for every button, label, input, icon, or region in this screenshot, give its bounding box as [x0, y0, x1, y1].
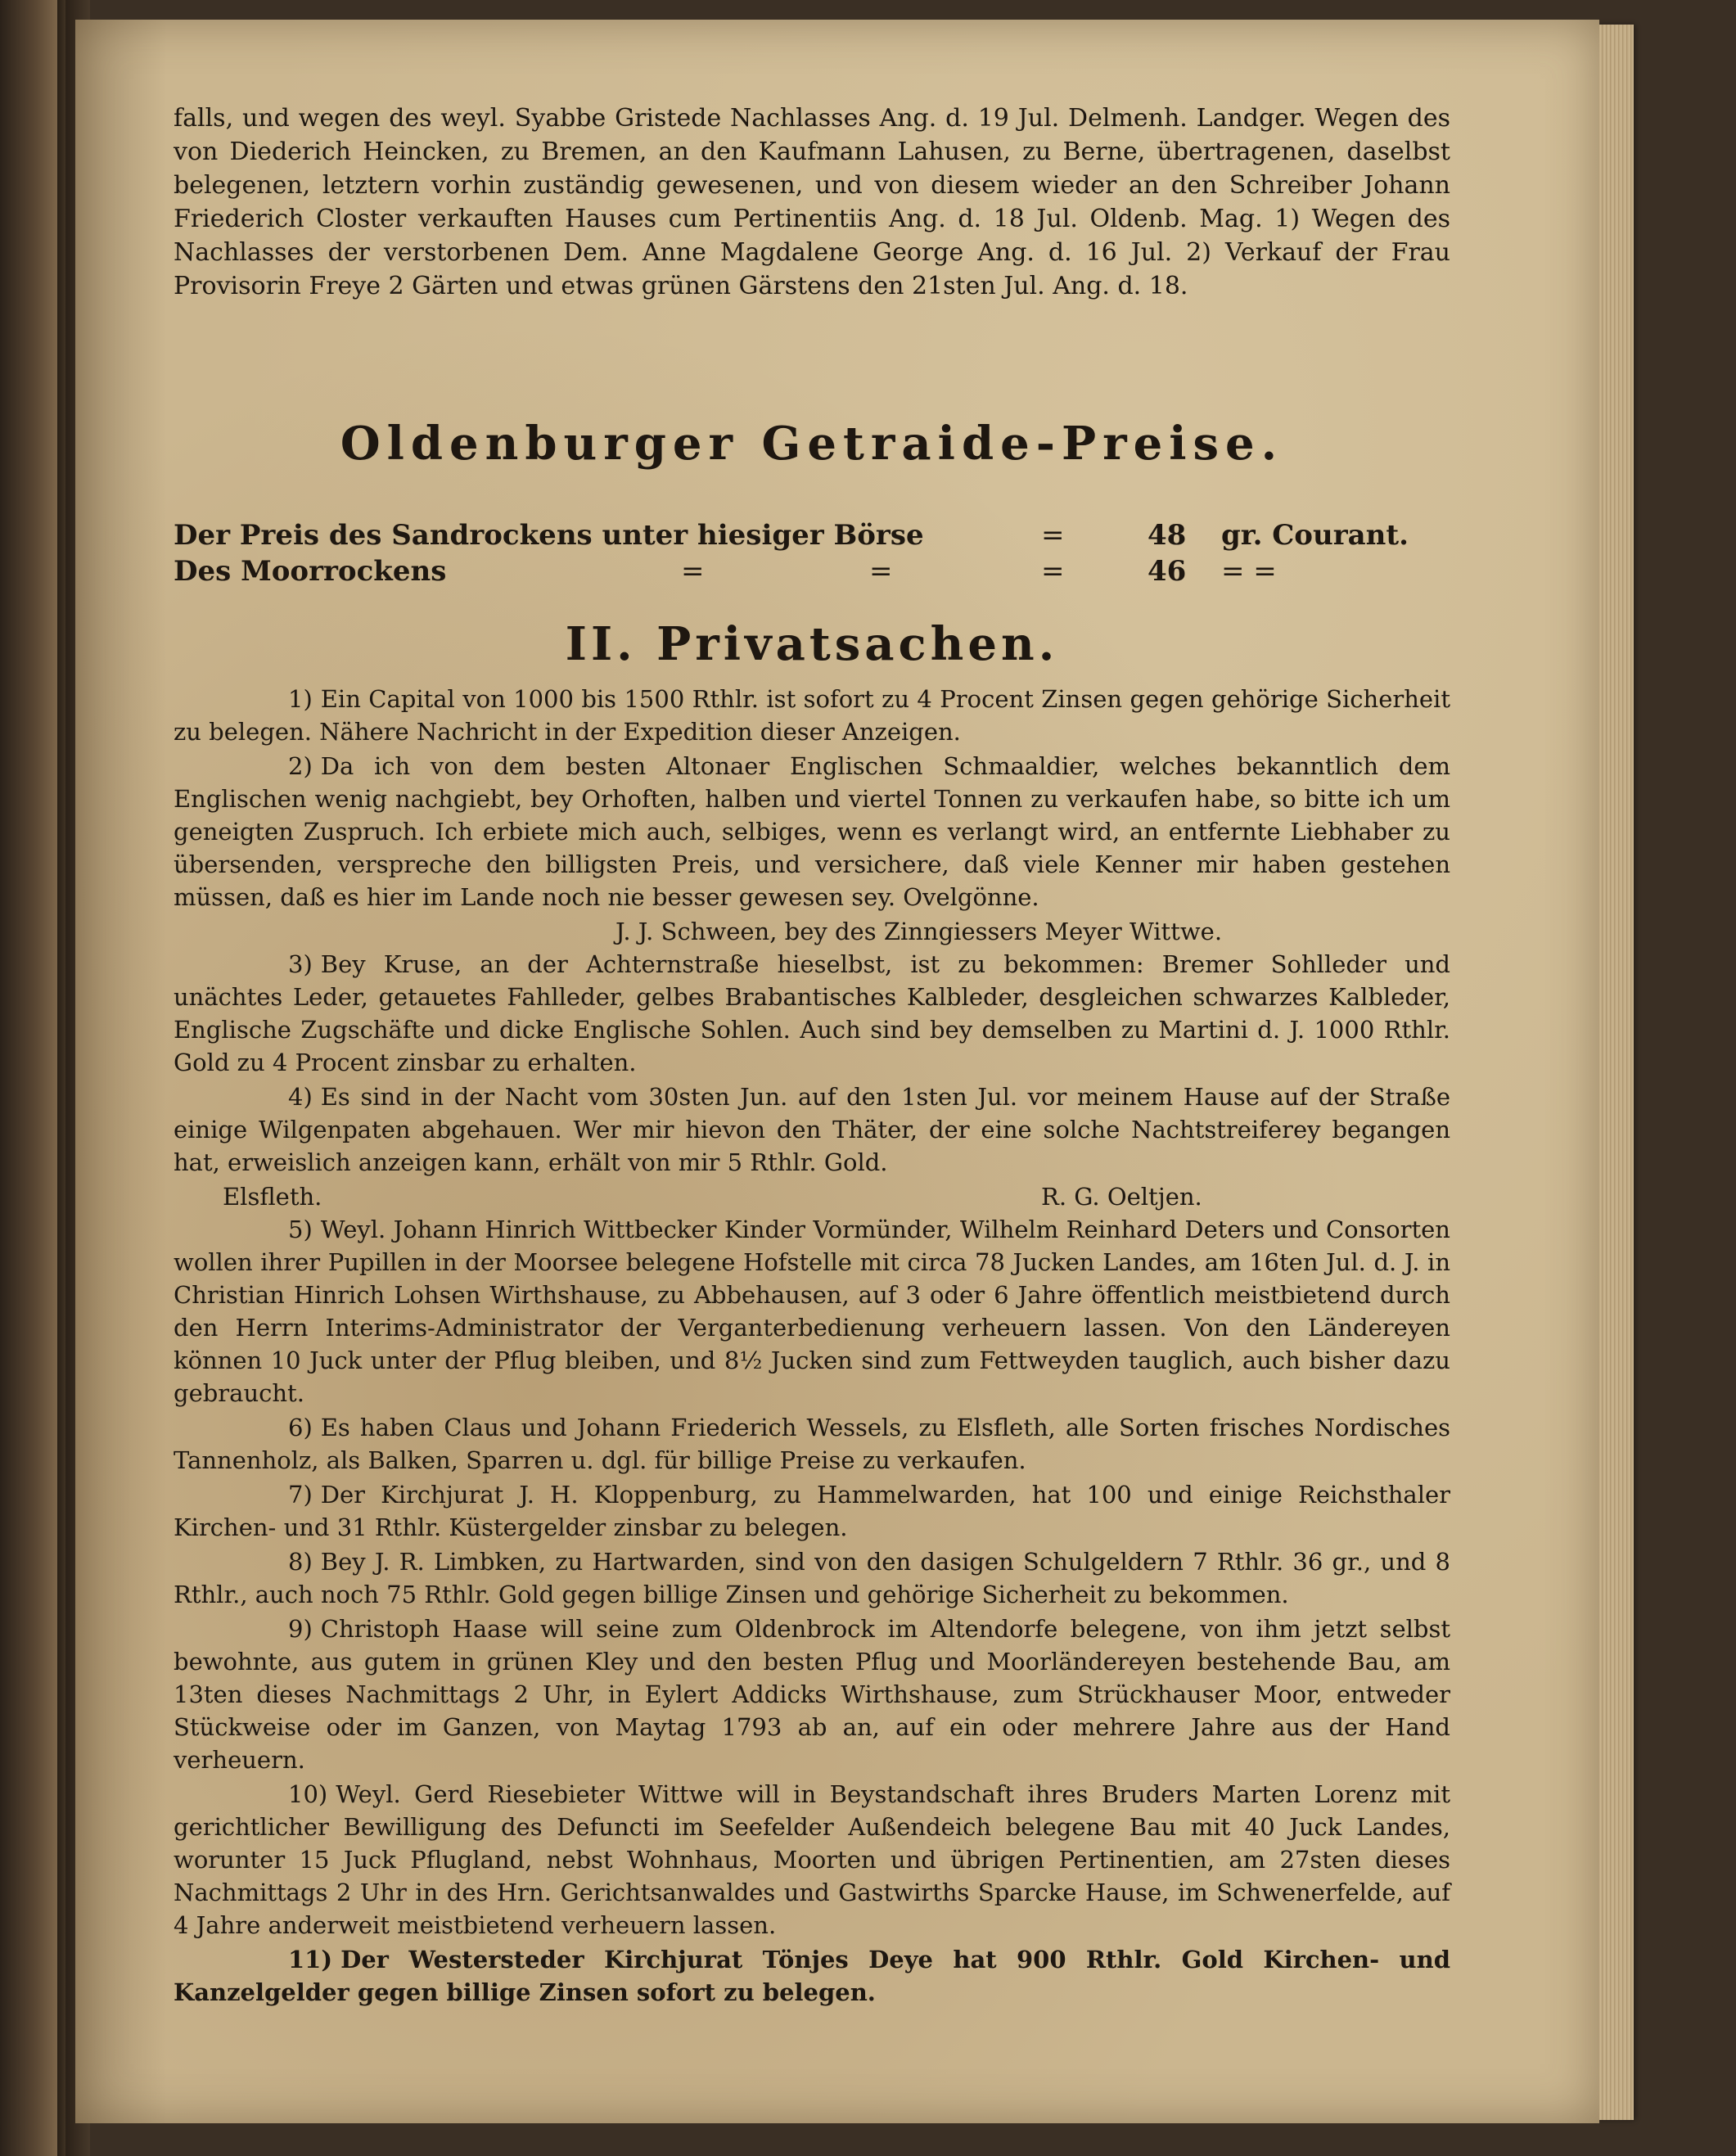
signature-name: R. G. Oeltjen.	[1041, 1183, 1202, 1211]
notice-item: 11) Der Westersteder Kirchjurat Tönjes Deye hat 900 Rthlr. Gold Kirchen- und Kanzelgelder gegen billige Zinsen sofort zu belegen.	[174, 1946, 1450, 2006]
top-block	[174, 101, 1450, 303]
price-unit: = =	[1221, 555, 1277, 588]
notice-item: 7) Der Kirchjurat J. H. Kloppenburg, zu Hammelwarden, hat 100 und einige Reichsthaler Kirchen- und 31 Rthlr. Küstergelder zinsbar zu belegen.	[174, 1481, 1450, 1541]
ditto-mark: =	[681, 555, 705, 588]
signature-place: Elsfleth.	[223, 1183, 322, 1211]
page-stack-edge	[1594, 25, 1634, 2120]
price-unit: gr. Courant.	[1221, 519, 1409, 552]
left-page-edge	[0, 0, 65, 2156]
notice-item: 1) Ein Capital von 1000 bis 1500 Rthlr. ist sofort zu 4 Procent Zinsen gegen gehörige Sicherheit zu belegen. Nähere Nachricht in der Expedition dieser Anzeigen.	[174, 685, 1450, 746]
top-paragraph: falls, und wegen des weyl. Syabbe Gristede Nachlasses Ang. d. 19 Jul. Delmenh. Landger. Wegen des von Diederich Heincken, zu Bremen, an den Kaufmann Lahusen, zu Berne, übertragenen, daselbst belegenen, letztern vorhin zuständig gewesenen, und von diesem wieder an den Schreiber Johann Friederich Closter verkauften Hauses cum Pertinentiis Ang. d. 18 Jul. Oldenb. Mag. 1) Wegen des Nachlasses der verstorbenen Dem. Anne Magdalene George Ang. d. 16 Jul. 2) Verkauf der Frau Provisorin Freye 2 Gärten und etwas grünen Gärstens den 21sten Jul. Ang. d. 18.	[174, 104, 1450, 300]
notice-item: 10) Weyl. Gerd Riesebieter Wittwe will in Beystandschaft ihres Bruders Marten Lorenz mit gerichtlicher Bewilligung des Defuncti im Seefelder Außendeich belegene Bau mit 40 Juck Landes, worunter 15 Juck Pflugland, nebst Wohnhaus, Moorten und übrigen Pertinentien, am 27sten dieses Nachmittags 2 Uhr in des Hrn. Gerichtsanwaldes und Gastwirths Sparcke Hause, im Schwenerfelde, auf 4 Jahre anderweit meistbietend verheuern lassen.	[174, 1780, 1450, 1939]
notice-signature-row	[174, 1180, 1450, 1213]
private-notices	[174, 683, 1450, 2010]
price-value: 46	[1148, 555, 1187, 588]
ditto-mark: =	[869, 555, 893, 588]
section-title-private: II. Privatsachen.	[565, 617, 1059, 671]
price-row-sandrocken	[174, 519, 1450, 555]
price-row-moorrocken	[174, 555, 1450, 591]
price-value: 48	[1148, 519, 1187, 552]
notice-item: 3) Bey Kruse, an der Achternstraße hieselbst, ist zu bekommen: Bremer Sohlleder und unächtes Leder, getauetes Fahlleder, gelbes Brabantisches Kalbleder, desgleichen schwarzes Kalbleder, Englische Zugschäfte und dicke Englische Sohlen. Auch sind bey demselben zu Martini d. J. 1000 Rthlr. Gold zu 4 Procent zinsbar zu erhalten.	[174, 950, 1450, 1076]
ditto-mark: =	[1041, 519, 1065, 552]
section-title-grain-prices: Oldenburger Getraide-Preise.	[340, 417, 1284, 471]
notice-item: 5) Weyl. Johann Hinrich Wittbecker Kinder Vormünder, Wilhelm Reinhard Deters und Consorten wollen ihrer Pupillen in der Moorsee belegene Hofstelle mit circa 78 Jucken Landes, am 16ten Jul. d. J. in Christian Hinrich Lohsen Wirthshause, zu Abbehausen, auf 3 oder 6 Jahre öffentlich meistbietend durch den Herrn Interims-Administrator der Verganterbedienung verheuern lassen. Von den Ländereyen können 10 Juck unter der Pflug bleiben, und 8½ Jucken sind zum Fettweyden tauglich, auch bisher dazu gebraucht.	[174, 1216, 1450, 1407]
price-label: Der Preis des Sandrockens unter hiesiger Börse	[174, 519, 924, 552]
notice-item: 9) Christoph Haase will seine zum Oldenbrock im Altendorfe belegene, von ihm jetzt selbst bewohnte, aus gutem in grünen Kley und den besten Pflug und Moorländereyen bestehende Bau, am 13ten dieses Nachmittags 2 Uhr, in Eylert Addicks Wirthshause, zum Strückhauser Moor, entweder Stückweise oder im Ganzen, von Maytag 1793 ab an, auf ein oder mehrere Jahre aus der Hand verheuern.	[174, 1615, 1450, 1774]
notice-item: 4) Es sind in der Nacht vom 30sten Jun. auf den 1sten Jul. vor meinem Hause auf der Straße einige Wilgenpaten abgehauen. Wer mir hievon den Thäter, der eine solche Nachtstreiferey begangen hat, erweislich anzeigen kann, erhält von mir 5 Rthlr. Gold.	[174, 1083, 1450, 1176]
notice-signature: J. J. Schween, bey des Zinngiessers Meyer Wittwe.	[615, 918, 1223, 945]
notice-item: 6) Es haben Claus und Johann Friederich Wessels, zu Elsfleth, alle Sorten frisches Nordisches Tannenholz, als Balken, Sparren u. dgl. für billige Preise zu verkaufen.	[174, 1414, 1450, 1474]
price-label: Des Moorrockens	[174, 555, 447, 588]
document-page	[75, 20, 1599, 2123]
notice-item: 8) Bey J. R. Limbken, zu Hartwarden, sind von den dasigen Schulgeldern 7 Rthlr. 36 gr., und 8 Rthlr., auch noch 75 Rthlr. Gold gegen billige Zinsen und gehörige Sicherheit zu bekommen.	[174, 1548, 1450, 1608]
ditto-mark: =	[1041, 555, 1065, 588]
notice-item: 2) Da ich von dem besten Altonaer Englischen Schmaaldier, welches bekanntlich dem Englischen wenig nachgiebt, bey Orhoften, halben und viertel Tonnen zu verkaufen habe, so bitte ich um geneigten Zuspruch. Ich erbiete mich auch, selbiges, wenn es verlangt wird, an entfernte Liebhaber zu übersenden, verspreche den billigsten Preis, und versichere, daß viele Kenner mir haben gestehen müssen, daß es hier im Lande noch nie besser gewesen sey. Ovelgönne.	[174, 752, 1450, 911]
